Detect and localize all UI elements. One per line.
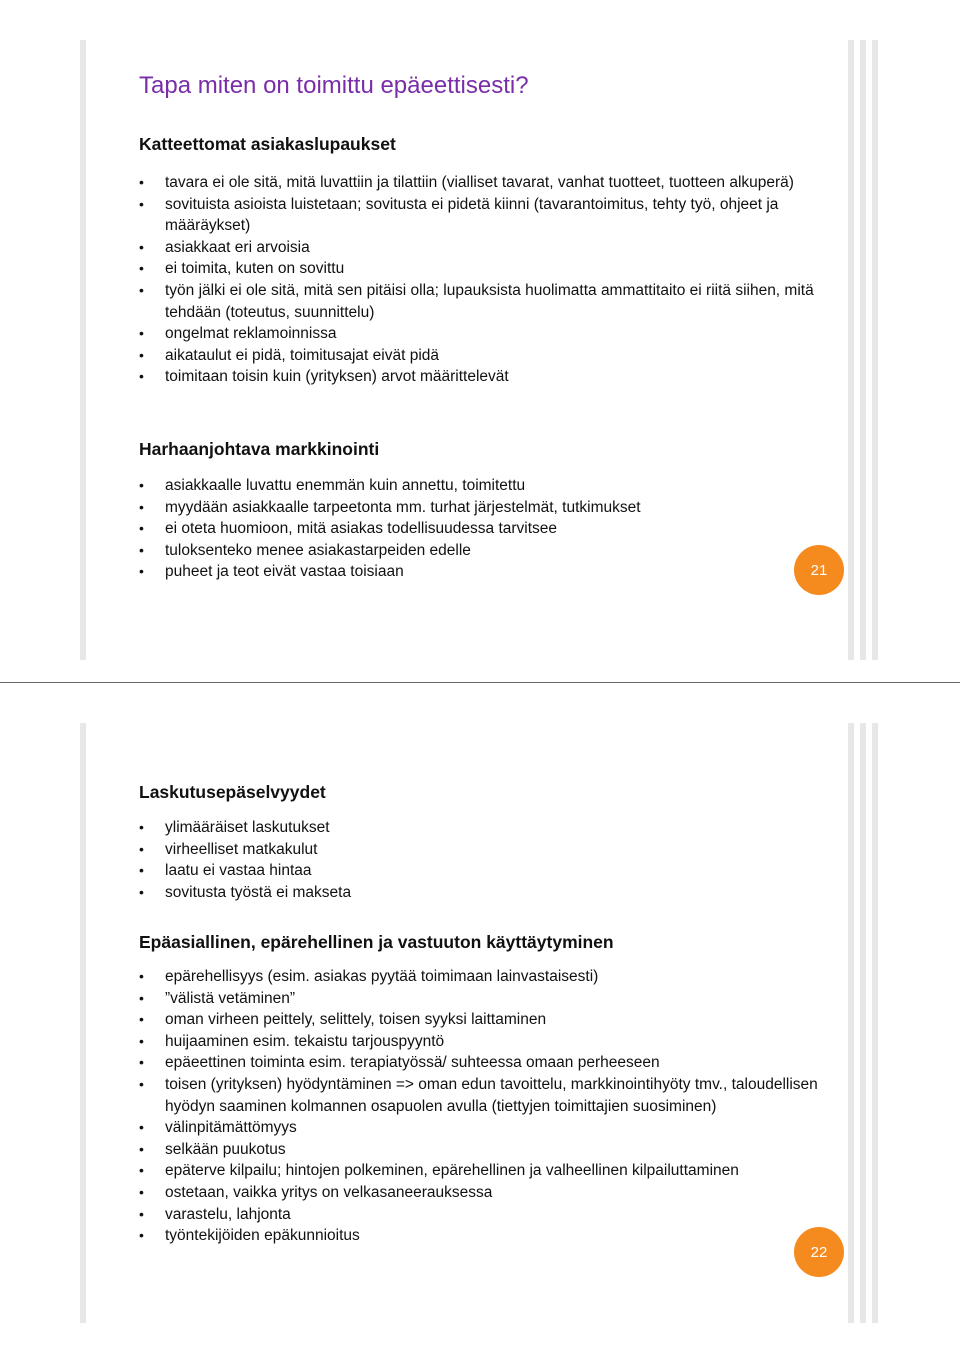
bullet-list [139, 172, 829, 388]
bullet-item: • toimitaan toisin kuin (yrityksen) arvot määrittelevät [139, 366, 829, 388]
bullet-list [139, 817, 829, 903]
bullet-item: • epäterve kilpailu; hintojen polkeminen, epärehellinen ja valheellinen kilpailuttaminen [139, 1160, 829, 1182]
decorative-bar [872, 723, 878, 1323]
bullet-item: • huijaaminen esim. tekaistu tarjouspyyntö [139, 1031, 829, 1053]
decorative-bar [848, 723, 854, 1323]
bullet-item: • toisen (yrityksen) hyödyntäminen => oman edun tavoittelu, markkinointihyöty tmv., taloudellisen hyödyn saaminen kolmannen osapuolen avulla (tiettyjen toimittajien suosiminen) [139, 1074, 829, 1117]
bullet-item: • ongelmat reklamoinnissa [139, 323, 829, 345]
page-number-badge: 22 [794, 1227, 844, 1277]
bullet-list [139, 966, 829, 1247]
bullet-item: • asiakkaalle luvattu enemmän kuin annettu, toimitettu [139, 475, 829, 497]
bullet-item: • ei toimita, kuten on sovittu [139, 258, 829, 280]
decorative-bar [860, 723, 866, 1323]
section-heading: Epäasiallinen, epärehellinen ja vastuuton käyttäytyminen [139, 932, 614, 952]
bullet-item: • laatu ei vastaa hintaa [139, 860, 829, 882]
bullet-item: • välinpitämättömyys [139, 1117, 829, 1139]
bullet-item: • virheelliset matkakulut [139, 839, 829, 861]
bullet-item: • sovituista asioista luistetaan; sovitusta ei pidetä kiinni (tavarantoimitus, tehty työ, ohjeet ja määräykset) [139, 194, 829, 237]
slide-22 [0, 683, 960, 1367]
bullet-item: • ”välistä vetäminen” [139, 988, 829, 1010]
decorative-bar [80, 723, 86, 1323]
bullet-item: • puheet ja teot eivät vastaa toisiaan [139, 561, 829, 583]
bullet-item: • ylimääräiset laskutukset [139, 817, 829, 839]
section-heading: Harhaanjohtava markkinointi [139, 439, 380, 459]
bullet-item: • aikataulut ei pidä, toimitusajat eivät pidä [139, 345, 829, 367]
section-heading: Laskutusepäselvyydet [139, 782, 326, 802]
bullet-item: • varastelu, lahjonta [139, 1204, 829, 1226]
page-number-badge: 21 [794, 545, 844, 595]
bullet-item: • ostetaan, vaikka yritys on velkasaneerauksessa [139, 1182, 829, 1204]
bullet-item: • työntekijöiden epäkunnioitus [139, 1225, 829, 1247]
bullet-item: • asiakkaat eri arvoisia [139, 237, 829, 259]
bullet-item: • ei oteta huomioon, mitä asiakas todellisuudessa tarvitsee [139, 518, 829, 540]
slide-title: Tapa miten on toimittu epäeettisesti? [139, 72, 529, 99]
bullet-item: • tuloksenteko menee asiakastarpeiden edelle [139, 540, 829, 562]
bullet-item: • oman virheen peittely, selittely, toisen syyksi laittaminen [139, 1009, 829, 1031]
bullet-item: • tavara ei ole sitä, mitä luvattiin ja tilattiin (vialliset tavarat, vanhat tuotteet, tuotteen alkuperä) [139, 172, 829, 194]
decorative-bar [848, 40, 854, 660]
slide-21 [0, 0, 960, 683]
bullet-item: • selkään puukotus [139, 1139, 829, 1161]
bullet-item: • epäeettinen toiminta esim. terapiatyössä/ suhteessa omaan perheeseen [139, 1052, 829, 1074]
decorative-bar [80, 40, 86, 660]
bullet-item: • myydään asiakkaalle tarpeetonta mm. turhat järjestelmät, tutkimukset [139, 497, 829, 519]
bullet-item: • työn jälki ei ole sitä, mitä sen pitäisi olla; lupauksista huolimatta ammattitaito ei riitä siihen, mitä tehdään (toteutus, suunnittelu) [139, 280, 829, 323]
decorative-bar [860, 40, 866, 660]
decorative-bar [872, 40, 878, 660]
bullet-list [139, 475, 829, 583]
section-heading: Katteettomat asiakaslupaukset [139, 134, 396, 154]
bullet-item: • epärehellisyys (esim. asiakas pyytää toimimaan lainvastaisesti) [139, 966, 829, 988]
bullet-item: • sovitusta työstä ei makseta [139, 882, 829, 904]
